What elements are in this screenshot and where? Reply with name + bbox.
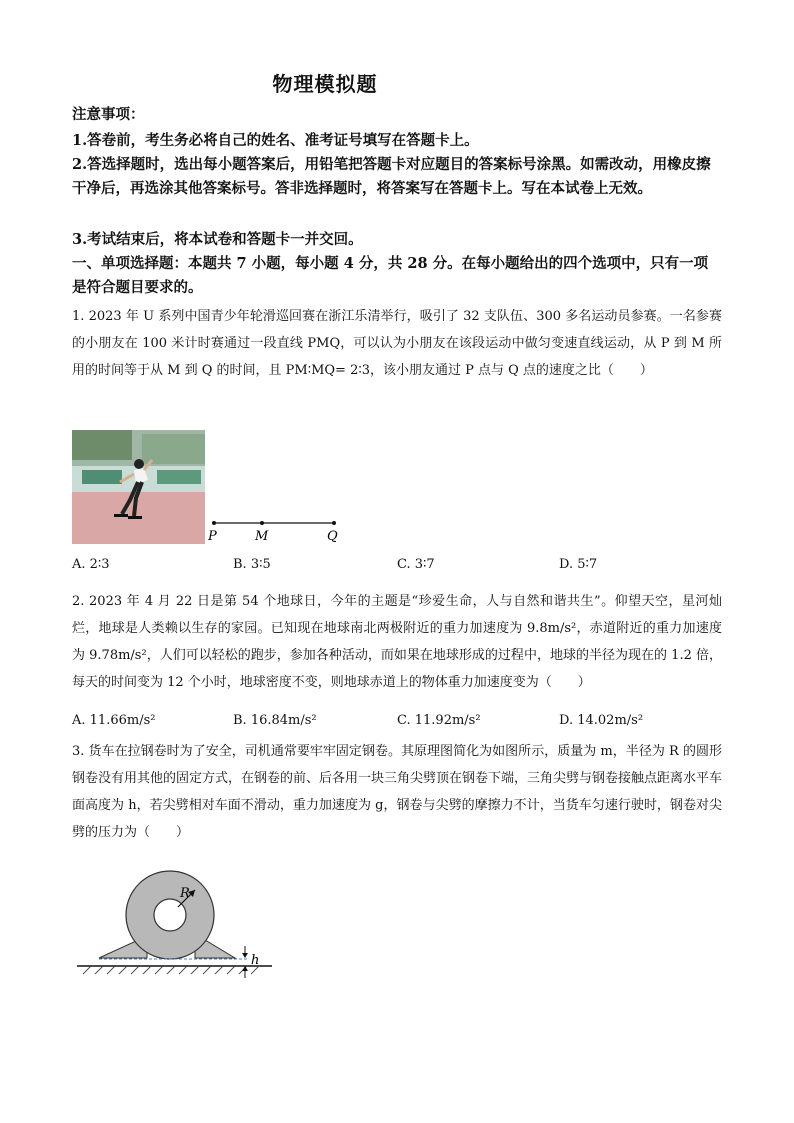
q1-option-a[interactable]: A. 2∶3 bbox=[72, 557, 110, 572]
page-title: 物理模拟题 bbox=[272, 72, 378, 96]
q2-option-d[interactable]: D. 14.02m/s² bbox=[559, 713, 644, 728]
pmq-line-figure bbox=[204, 512, 354, 552]
q2-option-a[interactable]: A. 11.66m/s² bbox=[72, 713, 156, 728]
section-heading: 一、单项选择题：本题共 7 小题，每小题 4 分，共 28 分。在每小题给出的四个选项中，只有一项是符合题目要求的。 bbox=[72, 255, 709, 296]
skater-photo bbox=[72, 430, 205, 544]
q2-option-c[interactable]: C. 11.92m/s² bbox=[397, 713, 481, 728]
steel-coil-figure bbox=[77, 870, 277, 980]
label-m: M bbox=[255, 529, 269, 544]
q2-option-b[interactable]: B. 16.84m/s² bbox=[233, 713, 317, 728]
label-q: Q bbox=[327, 529, 338, 544]
question-2-stem: 2. 2023 年 4 月 22 日是第 54 个地球日，今年的主题是“珍爱生命，人与自然和谐共生”。仰望天空，星河灿烂，地球是人类赖以生存的家园。已知现在地球南北两极附近的重力加速度为 9.8m/s²，赤道附近的重力加速度为 9.78m/s²，人们可以轻松的跑步，参加各种活动，而如果在地球形成的过程中，地球的半径为现在的 1.2 倍，每天的时间变为 12 个小时，地球密度不变，则地球赤道上的物体重力加速度变为（ ） bbox=[72, 594, 722, 690]
notice-heading: 注意事项： bbox=[72, 106, 145, 123]
label-r: R bbox=[180, 886, 190, 901]
q1-option-b[interactable]: B. 3∶5 bbox=[233, 557, 271, 572]
question-1-stem: 1. 2023 年 U 系列中国青少年轮滑巡回赛在浙江乐清举行，吸引了 32 支队伍、300 多名运动员参赛。一名参赛的小朋友在 100 米计时赛通过一段直线 PMQ，可以认为小朋友在该段运动中做匀变速直线运动，从 P 到 M 所用的时间等于从 M 到 Q 的时间，且 PM∶MQ= 2∶3，该小朋友通过 P 点与 Q 点的速度之比（ ） bbox=[72, 309, 722, 378]
notice-item-1: 1.答卷前，考生务必将自己的姓名、准考证号填写在答题卡上。 bbox=[72, 132, 479, 149]
question-3-stem: 3. 货车在拉钢卷时为了安全，司机通常要牢牢固定钢卷。其原理图简化为如图所示，质量为 m，半径为 R 的圆形钢卷没有用其他的固定方式，在钢卷的前、后各用一块三角尖劈顶在钢卷下端，三角尖劈与钢卷接触点距离水平车面高度为 h，若尖劈相对车面不滑动，重力加速度为 g，钢卷与尖劈的摩擦力不计，当货车匀速行驶时，钢卷对尖劈的压力为（ ） bbox=[72, 744, 723, 840]
label-p: P bbox=[208, 529, 217, 544]
notice-item-2: 2.答选择题时，选出每小题答案后，用铅笔把答题卡对应题目的答案标号涂黑。如需改动，用橡皮擦干净后，再选涂其他答案标号。答非选择题时，将答案写在答题卡上。写在本试卷上无效。 bbox=[72, 156, 711, 197]
q1-option-d[interactable]: D. 5∶7 bbox=[559, 557, 598, 572]
q1-option-c[interactable]: C. 3∶7 bbox=[397, 557, 435, 572]
notice-item-3: 3.考试结束后，将本试卷和答题卡一并交回。 bbox=[72, 231, 363, 248]
label-h: h bbox=[251, 953, 260, 968]
